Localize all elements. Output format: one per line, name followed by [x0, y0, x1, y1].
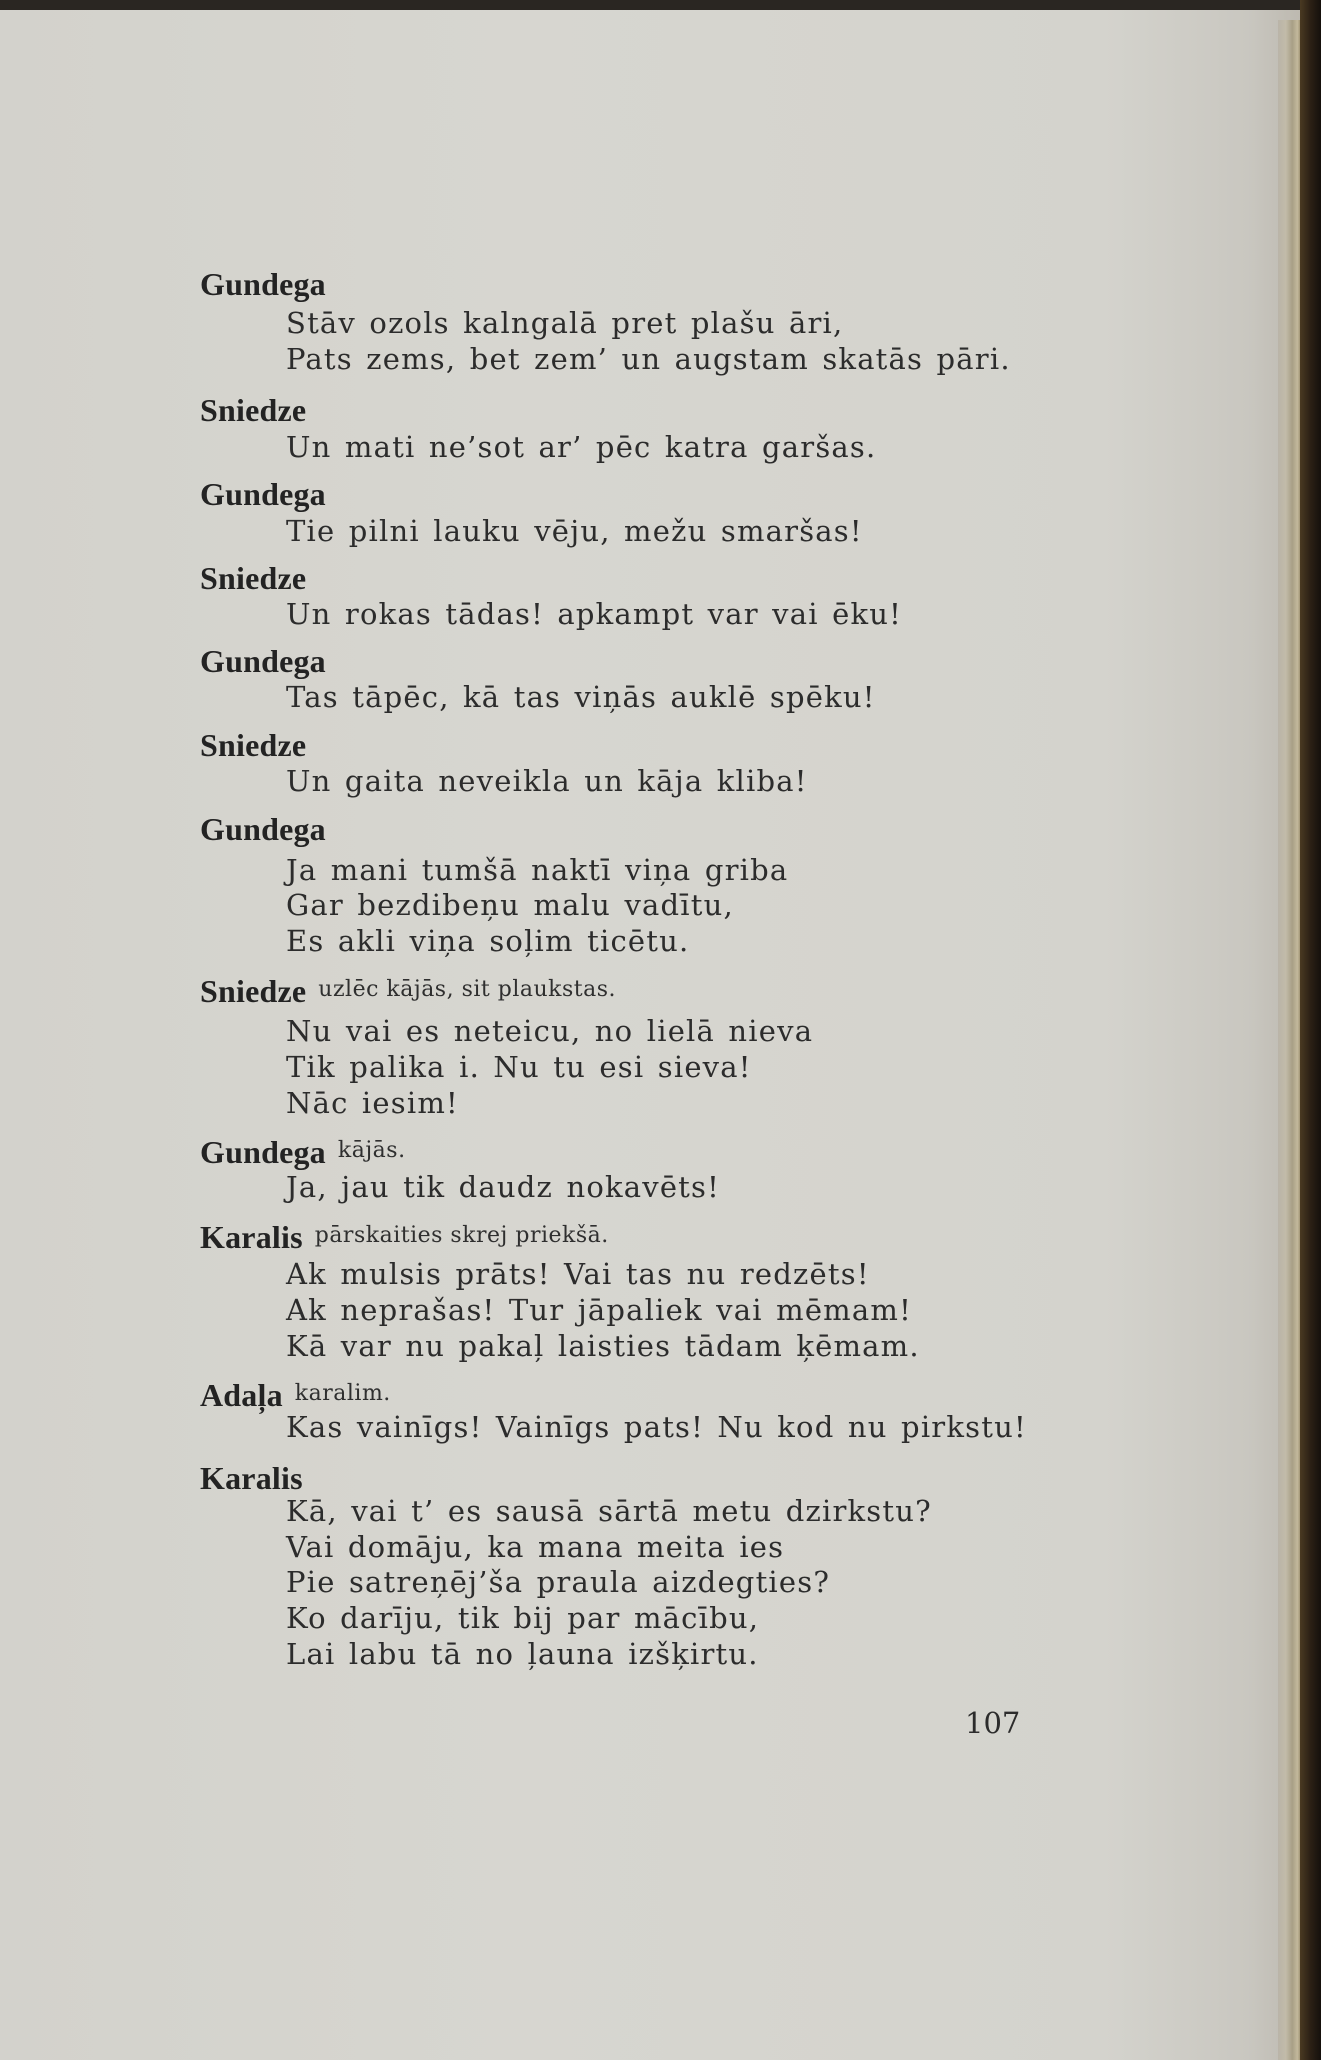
- verse-line: Ak mulsis prāts! Vai tas nu redzēts!: [286, 1257, 870, 1291]
- speaker-name: Adaļa karalim.: [200, 1377, 391, 1413]
- verse-line: Tie pilni lauku vēju, mežu smaršas!: [286, 514, 863, 548]
- verse-line: Un mati ne’sot ar’ pēc katra garšas.: [286, 430, 877, 464]
- verse-line: Pie satreņēj’ša praula aizdegties?: [286, 1565, 831, 1599]
- verse-line: Vai domāju, ka mana meita ies: [286, 1530, 785, 1564]
- verse-line: Kā, vai t’ es sausā sārtā metu dzirkstu?: [286, 1494, 932, 1528]
- verse-line: Kā var nu pakaļ laisties tādam ķēmam.: [286, 1329, 920, 1363]
- speaker-name: Sniedze uzlēc kājās, sit plaukstas.: [200, 973, 617, 1009]
- verse-line: Tik palika i. Nu tu esi sieva!: [286, 1050, 752, 1084]
- verse-line: Es akli viņa soļim ticētu.: [286, 924, 690, 958]
- stage-direction: kājās.: [337, 1138, 406, 1163]
- speaker-name: Karalis: [200, 1460, 303, 1496]
- verse-line: Stāv ozols kalngalā pret plašu āri,: [286, 306, 844, 340]
- speaker-name: Sniedze: [200, 727, 307, 763]
- verse-line: Nāc iesim!: [286, 1086, 459, 1120]
- verse-line: Lai labu tā no ļauna izšķirtu.: [286, 1637, 759, 1671]
- verse-line: Ko darīju, tik bij par mācību,: [286, 1601, 760, 1635]
- verse-line: Ak neprašas! Tur jāpaliek vai mēmam!: [286, 1293, 912, 1327]
- stage-direction: uzlēc kājās, sit plaukstas.: [318, 977, 617, 1002]
- speaker-name: Gundega: [200, 476, 326, 512]
- speaker-name: Sniedze: [200, 392, 307, 428]
- speaker-name: Sniedze: [200, 560, 307, 596]
- stage-direction: pārskaities skrej priekšā.: [314, 1223, 609, 1248]
- speaker-name: Gundega: [200, 266, 326, 302]
- verse-line: Pats zems, bet zem’ un augstam skatās pāri.: [286, 342, 1011, 376]
- stage-direction: karalim.: [294, 1381, 391, 1406]
- verse-line: Un gaita neveikla un kāja kliba!: [286, 764, 808, 798]
- page-number: 107: [965, 1706, 1021, 1740]
- speaker-name: Gundega: [200, 643, 326, 679]
- speaker-name: Karalis pārskaities skrej priekšā.: [200, 1219, 609, 1255]
- speaker-name: Gundega kājās.: [200, 1134, 406, 1170]
- verse-line: Ja mani tumšā naktī viņa griba: [286, 853, 789, 887]
- verse-line: Kas vainīgs! Vainīgs pats! Nu kod nu pirkstu!: [286, 1410, 1027, 1444]
- verse-line: Gar bezdibeņu malu vadītu,: [286, 888, 734, 922]
- verse-line: Ja, jau tik daudz nokavēts!: [286, 1170, 720, 1204]
- verse-line: Nu vai es neteicu, no lielā nieva: [286, 1014, 814, 1048]
- verse-line: Un rokas tādas! apkampt var vai ēku!: [286, 597, 903, 631]
- speaker-name: Gundega: [200, 811, 326, 847]
- book-binding: [1300, 0, 1321, 2060]
- verse-line: Tas tāpēc, kā tas viņās auklē spēku!: [286, 680, 876, 714]
